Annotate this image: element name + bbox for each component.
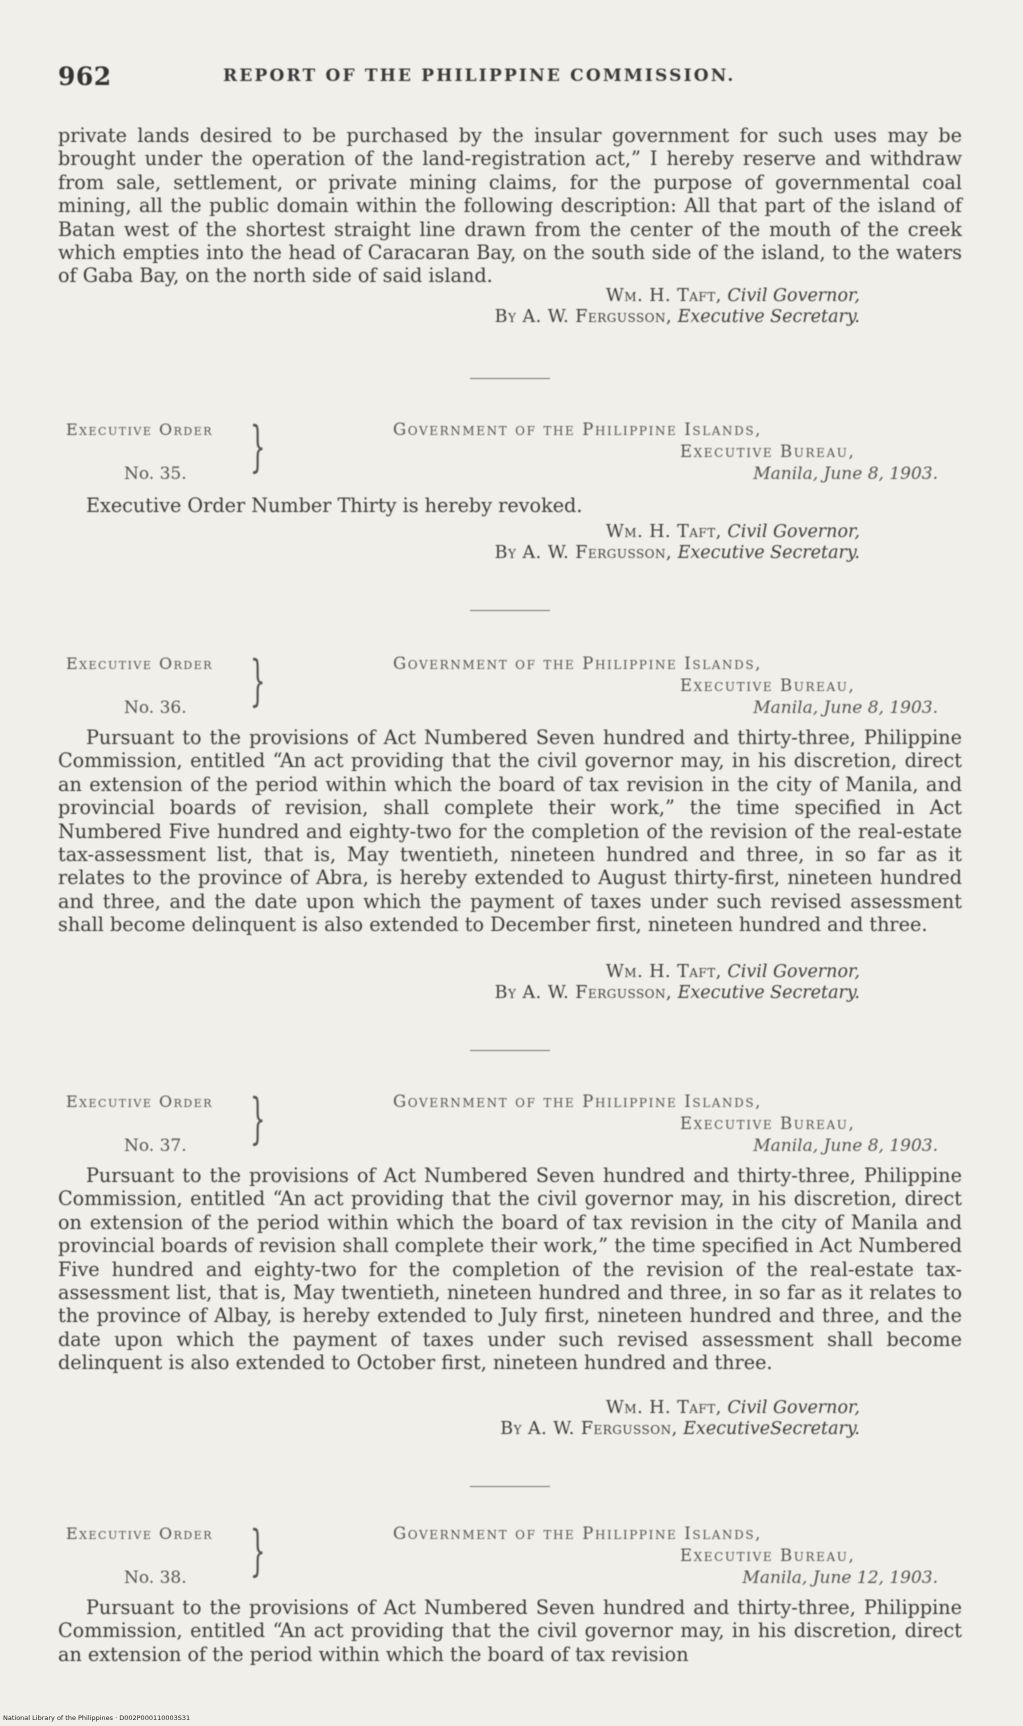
order-text-37: Pursuant to the provisions of Act Numbered Seven hundred and thirty-three, Philippine Commission, entitled “An act providing that the civil governor may, in his discretion, direct on extension of the period within which the board of tax revision in the city of Manila and provincial boards of revision shall complete their work,” the time specified in Act Numbered Five hundred and eighty-two for the completion of the revision of the real-estate tax-assessment list, that is, May twentieth, nineteen hundred and three, in so far as it relates to the province of Albay, is hereby extended to July first, nineteen hundred and three, and the date upon which the payment of taxes under such revised assessment shall become delinquent is also extended to October first, nineteen hundred and three. xyxy=(58,1164,962,1375)
order-number: No. 37. xyxy=(124,1136,187,1156)
government-heading: Government of the Philippine Islands, xyxy=(393,1524,763,1543)
government-heading: Government of the Philippine Islands, xyxy=(393,1092,763,1111)
secretary-name: By A. W. Fergusson, xyxy=(494,307,673,327)
signature-block xyxy=(360,522,860,563)
signature-block xyxy=(360,1398,860,1439)
secretary-name: By A. W. Fergusson, xyxy=(494,543,673,563)
secretary-title: ExecutiveSecretary. xyxy=(683,1419,860,1439)
place-date: Manila, June 8, 1903. xyxy=(753,1136,938,1156)
governor-title: Civil Governor, xyxy=(727,1398,860,1418)
section-divider xyxy=(470,1050,550,1051)
order-number: No. 36. xyxy=(124,698,187,718)
government-heading: Government of the Philippine Islands, xyxy=(393,420,763,439)
governor-name: Wm. H. Taft, xyxy=(605,1398,722,1418)
order-text-38: Pursuant to the provisions of Act Numbered Seven hundred and thirty-three, Philippine Commission, entitled “An act providing that the civil governor may, in his discretion, direct an extension of the period within which the board of tax revision xyxy=(58,1596,962,1666)
signature-block xyxy=(360,286,860,327)
page-header xyxy=(58,62,958,92)
order-text-36: Pursuant to the provisions of Act Numbered Seven hundred and thirty-three, Philippine Commission, entitled “An act providing that the civil governor may, in his discretion, direct an extension of the period within which the board of tax revision in the city of Manila, and provincial boards of revision, shall complete their work,” the time specified in Act Numbered Five hundred and eighty-two for the completion of the revision of the real-estate tax-assessment list, that is, May twentieth, nineteen hundred and three, in so far as it relates to the province of Abra, is hereby extended to August thirty-first, nineteen hundred and three, and the date upon which the payment of taxes under such revised assessment shall become delinquent is also extended to December first, nineteen hundred and three. xyxy=(58,726,962,937)
place-date: Manila, June 8, 1903. xyxy=(753,464,938,484)
secretary-title: Executive Secretary. xyxy=(677,983,860,1003)
order-text-35: Executive Order Number Thirty is hereby revoked. xyxy=(86,494,583,517)
page-number: 962 xyxy=(58,62,112,91)
running-title: REPORT OF THE PHILIPPINE COMMISSION. xyxy=(223,66,736,86)
governor-name: Wm. H. Taft, xyxy=(605,962,722,982)
brace: } xyxy=(250,649,266,712)
bureau-heading: Executive Bureau, xyxy=(680,442,856,461)
secretary-title: Executive Secretary. xyxy=(677,307,860,327)
section-divider xyxy=(470,610,550,611)
signature-block xyxy=(360,962,860,1003)
secretary-title: Executive Secretary. xyxy=(677,543,860,563)
governor-title: Civil Governor, xyxy=(727,286,860,306)
brace: } xyxy=(250,1519,266,1582)
governor-title: Civil Governor, xyxy=(727,522,860,542)
order-number: No. 38. xyxy=(124,1568,187,1588)
governor-name: Wm. H. Taft, xyxy=(605,522,722,542)
library-footer: National Library of the Philippines · D002P000110003S31 xyxy=(3,1714,191,1722)
order-label: Executive Order xyxy=(66,654,213,673)
order-header-36 xyxy=(0,649,1023,734)
order-header-37 xyxy=(0,1087,1023,1172)
place-date: Manila, June 12, 1903. xyxy=(742,1568,938,1588)
brace: } xyxy=(250,1087,266,1150)
section-divider xyxy=(470,1486,550,1487)
order-label: Executive Order xyxy=(66,1524,213,1543)
brace: } xyxy=(250,415,266,478)
order-header-35 xyxy=(0,415,1023,500)
bureau-heading: Executive Bureau, xyxy=(680,1114,856,1133)
bureau-heading: Executive Bureau, xyxy=(680,1546,856,1565)
government-heading: Government of the Philippine Islands, xyxy=(393,654,763,673)
order-header-38 xyxy=(0,1519,1023,1604)
governor-name: Wm. H. Taft, xyxy=(605,286,722,306)
governor-title: Civil Governor, xyxy=(727,962,860,982)
place-date: Manila, June 8, 1903. xyxy=(753,698,938,718)
section-divider xyxy=(470,378,550,379)
intro-paragraph: private lands desired to be purchased by the insular government for such uses may be brought under the operation of the land-registration act,” I hereby reserve and withdraw from sale, settlement, or private mining claims, for the purpose of governmental coal mining, all the public domain within the following description: All that part of the island of Batan west of the shortest straight line drawn from the center of the mouth of the creek which empties into the head of Caracaran Bay, on the south side of the island, to the waters of Gaba Bay, on the north side of said island. xyxy=(58,124,962,288)
secretary-name: By A. W. Fergusson, xyxy=(494,983,673,1003)
order-label: Executive Order xyxy=(66,420,213,439)
order-number: No. 35. xyxy=(124,464,187,484)
bureau-heading: Executive Bureau, xyxy=(680,676,856,695)
order-label: Executive Order xyxy=(66,1092,213,1111)
secretary-name: By A. W. Fergusson, xyxy=(500,1419,678,1439)
